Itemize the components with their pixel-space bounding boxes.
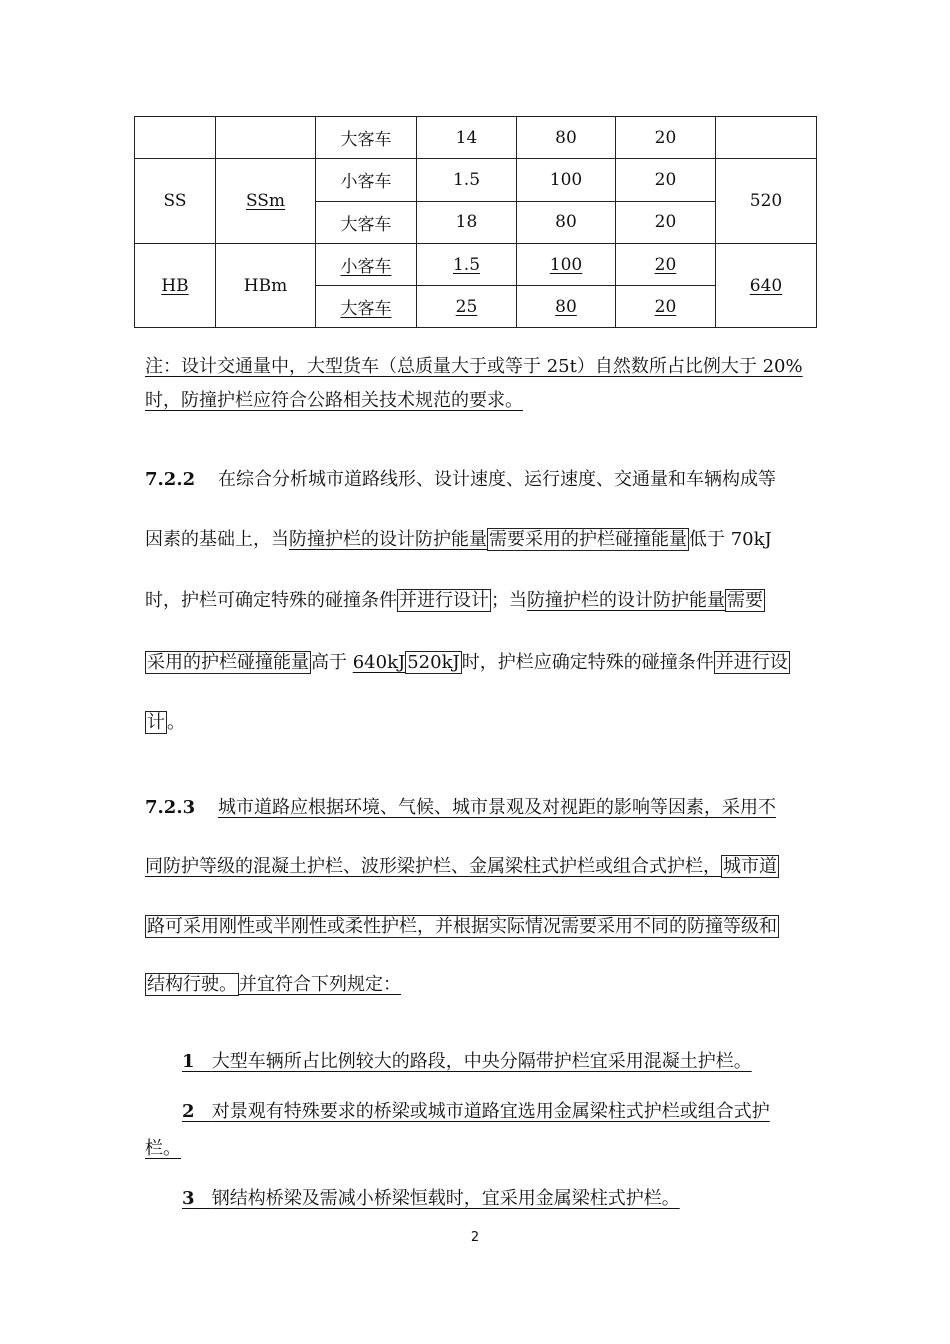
table-cell xyxy=(417,286,517,328)
table-cell xyxy=(616,286,716,328)
table-cell: 14 xyxy=(417,117,517,159)
inserted-text: 需要采用的护栏碰撞能量 xyxy=(489,529,687,550)
clause-text: 时，护栏可确定特殊的碰撞条件 xyxy=(145,590,397,611)
item-number: 2 xyxy=(182,1101,195,1122)
item-number: 1 xyxy=(182,1051,195,1072)
cell-text: 25 xyxy=(455,296,478,317)
cell-text: 小客车 xyxy=(340,257,392,277)
clause-722-line xyxy=(145,525,807,551)
table-cell: 18 xyxy=(417,201,517,244)
inserted-text: 520kJ xyxy=(407,652,460,673)
table-cell: 大客车 xyxy=(316,117,417,159)
table-cell: 520 xyxy=(716,159,817,244)
note-line xyxy=(145,350,807,384)
table-note xyxy=(145,350,807,418)
clause-text: 城市道路应根据环境、气候、城市景观及对视距的影响等因素，采用不 xyxy=(218,797,776,818)
clause-text: 高于 xyxy=(311,652,353,673)
table-cell: 大客车 xyxy=(316,201,417,244)
clause-text: 时，护栏应确定特殊的碰撞条件 xyxy=(461,652,714,673)
clause-723-line xyxy=(145,852,807,878)
table-cell xyxy=(135,244,216,328)
list-item xyxy=(182,1184,680,1210)
clause-text: 在综合分析城市道路线形、设计速度、运行速度、交通量和车辆构成等 xyxy=(218,469,776,490)
cell-text: 640 xyxy=(749,275,783,296)
cell-text: 20 xyxy=(654,296,677,317)
table-cell xyxy=(517,244,616,286)
clause-text: 因素的基础上，当 xyxy=(145,529,289,550)
clause-number: 7.2.3 xyxy=(145,797,196,818)
table-cell xyxy=(616,244,716,286)
note-text: 注：设计交通量中，大型货车（总质量大于或等于 25t）自然数所占比例大于 20% xyxy=(145,356,803,377)
cell-text: 80 xyxy=(555,296,577,317)
table-cell: SS xyxy=(135,159,216,244)
note-text: 时，防撞护栏应符合公路相关技术规范的要求。 xyxy=(145,390,523,411)
inserted-text: 结构行驶。 xyxy=(147,974,237,995)
clause-text: 防撞护栏的设计防护能量 xyxy=(289,529,487,550)
deleted-text: 640kJ xyxy=(352,652,406,673)
protection-level-table xyxy=(134,116,817,328)
page-number: 2 xyxy=(470,1230,480,1245)
table-cell xyxy=(716,244,817,328)
clause-722-line xyxy=(145,586,807,612)
list-item xyxy=(182,1047,752,1073)
clause-722-line xyxy=(145,708,807,734)
table-cell xyxy=(316,244,417,286)
item-text: 对景观有特殊要求的桥梁或城市道路宜选用金属梁柱式护栏或组合式护 xyxy=(211,1101,770,1122)
cell-text: 1.5 xyxy=(452,254,481,275)
cell-text: 大客车 xyxy=(340,299,392,319)
cell-text: HB xyxy=(161,275,189,296)
table-row xyxy=(135,159,817,202)
clause-text: ；当 xyxy=(491,590,527,611)
item-text: 大型车辆所占比例较大的路段，中央分隔带护栏宜采用混凝土护栏。 xyxy=(211,1051,752,1072)
clause-722-line xyxy=(145,465,807,491)
item-text: 钢结构桥梁及需减小桥梁恒载时，宜采用金属梁柱式护栏。 xyxy=(211,1188,680,1209)
table-row xyxy=(135,117,817,159)
table-cell xyxy=(316,286,417,328)
table-cell: 80 xyxy=(517,117,616,159)
list-item xyxy=(182,1097,770,1123)
cell-text: 20 xyxy=(654,254,677,275)
table-cell: 小客车 xyxy=(316,159,417,202)
table-cell: 20 xyxy=(616,159,716,202)
inserted-text: 路可采用刚性或半刚性或柔性护栏，并根据实际情况需要采用不同的防撞等级和 xyxy=(147,916,777,937)
clause-723-line xyxy=(145,912,807,938)
table-cell xyxy=(417,244,517,286)
inserted-text: 并进行设计 xyxy=(399,590,489,611)
inserted-text: 计 xyxy=(147,712,165,733)
table-cell xyxy=(216,159,316,244)
clause-text: 。 xyxy=(167,712,185,733)
clause-text: 同防护等级的混凝土护栏、波形梁护栏、金属梁柱式护栏或组合式护栏， xyxy=(145,856,721,877)
clause-text: 并宜符合下列规定： xyxy=(239,974,401,995)
table-cell: 80 xyxy=(517,201,616,244)
clause-723-line xyxy=(145,970,807,996)
clause-text: 防撞护栏的设计防护能量 xyxy=(527,590,725,611)
table-cell: 100 xyxy=(517,159,616,202)
table-cell: HBm xyxy=(216,244,316,328)
table-cell xyxy=(135,117,216,159)
table-cell: 20 xyxy=(616,201,716,244)
clause-text: 低于 70kJ xyxy=(689,529,772,550)
table-cell xyxy=(216,117,316,159)
table-row xyxy=(135,244,817,286)
cell-text: 100 xyxy=(549,254,583,275)
cell-text: SSm xyxy=(245,191,286,211)
clause-722-line xyxy=(145,648,807,674)
note-line xyxy=(145,384,807,418)
inserted-text: 并进行设 xyxy=(715,652,788,673)
item-number: 3 xyxy=(182,1188,195,1209)
table-cell xyxy=(716,117,817,159)
inserted-text: 采用的护栏碰撞能量 xyxy=(147,652,309,673)
inserted-text: 需要 xyxy=(727,590,763,611)
table-cell xyxy=(517,286,616,328)
inserted-text: 城市道 xyxy=(723,856,777,877)
clause-723-line xyxy=(145,793,807,819)
table-cell: 20 xyxy=(616,117,716,159)
clause-number: 7.2.2 xyxy=(145,469,196,490)
list-item-continuation: 栏。 xyxy=(145,1138,181,1159)
table-cell: 1.5 xyxy=(417,159,517,202)
